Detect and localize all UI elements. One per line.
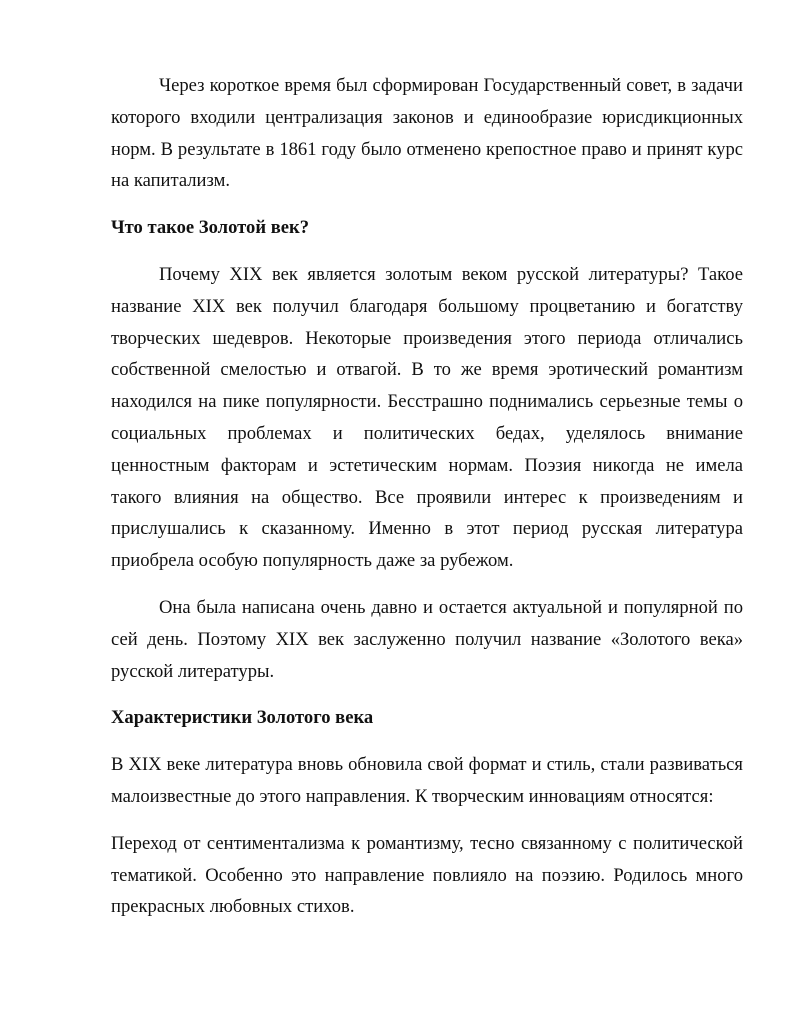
heading-characteristics: Характеристики Золотого века — [111, 707, 374, 729]
paragraph-why-golden-age: Почему XIX век является золотым веком русской литературы? Такое название XIX век получил благодаря большому процветанию и богатству творческих шедевров. Некоторые произведения этого периода отличались собственной смелостью и отвагой. В то же время эротический романтизм находился на пике популярности. Бесстрашно поднимались серьезные темы о социальных проблемах и политических бедах, уделялось внимание ценностным факторам и эстетическим нормам. Поэзия никогда не имела такого влияния на общество. Все проявили интерес к произведениям и прислушались к сказанному. Именно в этот период русская литература приобрела особую популярность даже за рубежом. — [111, 263, 743, 572]
paragraph-state-council: Через короткое время был сформирован Государственный совет, в задачи которого входили централизация законов и единообразие юрисдикционных норм. В результате в 1861 году было отменено крепостное право и принят курс на капитализм. — [111, 75, 743, 192]
paragraph-still-relevant: Она была написана очень давно и остается актуальной и популярной по сей день. Поэтому XIX век заслуженно получил название «Золотого века» русской литературы. — [111, 596, 743, 682]
paragraph-romanticism: Переход от сентиментализма к романтизму, тесно связанному с политической тематикой. Особенно это направление повлияло на поэзию. Родилось много прекрасных любовных стихов. — [111, 832, 743, 918]
document-body — [111, 70, 743, 938]
paragraph-innovations-intro: В XIX веке литература вновь обновила свой формат и стиль, стали развиваться малоизвестные до этого направления. К творческим инновациям относятся: — [111, 754, 743, 807]
heading-golden-age: Что такое Золотой век? — [111, 217, 310, 239]
